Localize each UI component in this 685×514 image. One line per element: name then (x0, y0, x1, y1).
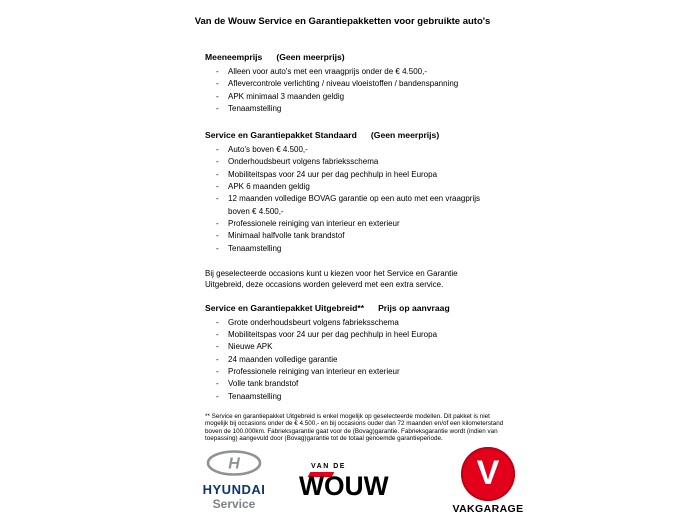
footnote-text: ** Service en garantiepakket Uitgebreid is enkel mogelijk op geselecteerde modellen. Dit pakket is niet mogelijk bij occasions onder de € 4.500,- en bij occasions ouder dan 72 maanden en/of een kilometerstand boven de 100.000km. Fabrieksgarantie gaat voor de (Bovag)garantie. Fabrieksgarantie wordt (indien van toepassing) aangevuld door (Bovag)garantie tot de totaal genoemde garantieperiode. (205, 412, 504, 443)
svg-text:H: H (228, 455, 240, 473)
list-item: - Mobiliteitspas voor 24 uur per dag pechhulp in heel Europa (216, 329, 498, 341)
section-title: Meeneemprijs (205, 52, 263, 62)
hyundai-h-icon (206, 450, 262, 476)
section-heading (205, 130, 505, 140)
vakgarage-wordmark: VAKGARAGE (452, 502, 524, 514)
list-item: - Tenaamstelling (216, 243, 498, 255)
list-item: - Grote onderhoudsbeurt volgens fabrieksschema (216, 317, 498, 329)
hyundai-service-logo (195, 450, 273, 511)
hyundai-service-label: Service (212, 497, 256, 512)
list-item: - Mobiliteitspas voor 24 uur per dag pechhulp in heel Europa (216, 169, 498, 181)
benefit-list (205, 144, 498, 255)
list-item: - APK minimaal 3 maanden geldig (216, 91, 498, 103)
intro-paragraph: Bij geselecteerde occasions kunt u kiezen voor het Service en Garantie Uitgebreid, deze occasions worden geleverd met een extra service. (205, 268, 458, 290)
list-item: - Minimaal halfvolle tank brandstof (216, 230, 498, 242)
benefit-list (205, 317, 498, 403)
van-de-wouw-logo (299, 461, 417, 500)
vakgarage-v-icon (461, 447, 515, 501)
list-item: - Professionele reiniging van interieur en exterieur (216, 366, 498, 378)
list-item: - Nieuwe APK (216, 341, 498, 353)
vakgarage-logo (443, 447, 533, 514)
list-item: - Aflevercontrole verlichting / niveau vloeistoffen / bandenspanning (216, 78, 498, 90)
wouw-wordmark: WOUW (299, 471, 389, 502)
section-title: Service en Garantiepakket Uitgebreid** (205, 302, 365, 313)
section-meeneemprijs (205, 52, 505, 115)
list-item: - Auto's boven € 4.500,- (216, 144, 498, 156)
list-item: - Tenaamstelling (216, 391, 498, 403)
list-item: - 12 maanden volledige BOVAG garantie op een auto met een vraagprijs boven € 4.500,- (216, 193, 498, 218)
section-price-note: (Geen meerprijs) (370, 130, 440, 141)
section-pakket-standaard (205, 130, 505, 255)
hyundai-wordmark: HYUNDAI (202, 482, 266, 498)
list-item: - Professionele reiniging van interieur en exterieur (216, 218, 498, 230)
logo-row (195, 447, 535, 514)
list-item: - Volle tank brandstof (216, 378, 498, 390)
section-price-note: Prijs op aanvraag (378, 302, 450, 313)
section-title: Service en Garantiepakket Standaard (205, 130, 357, 141)
list-item: - Tenaamstelling (216, 103, 498, 115)
page-title: Van de Wouw Service en Garantiepakketten voor gebruikte auto's (194, 16, 491, 27)
section-heading (205, 52, 505, 62)
content-column (205, 52, 505, 443)
list-item: - APK 6 maanden geldig (216, 181, 498, 193)
list-item: - Alleen voor auto's met een vraagprijs onder de € 4.500,- (216, 66, 498, 78)
list-item: - Onderhoudsbeurt volgens fabrieksschema (216, 156, 498, 168)
section-pakket-uitgebreid (205, 303, 505, 403)
wouw-vande-label: VAN DE (311, 463, 346, 471)
section-heading (205, 303, 505, 313)
section-price-note: (Geen meerprijs) (276, 52, 345, 62)
vakgarage-v-letter: V (476, 453, 500, 492)
benefit-list (205, 66, 498, 115)
list-item: - 24 maanden volledige garantie (216, 354, 498, 366)
